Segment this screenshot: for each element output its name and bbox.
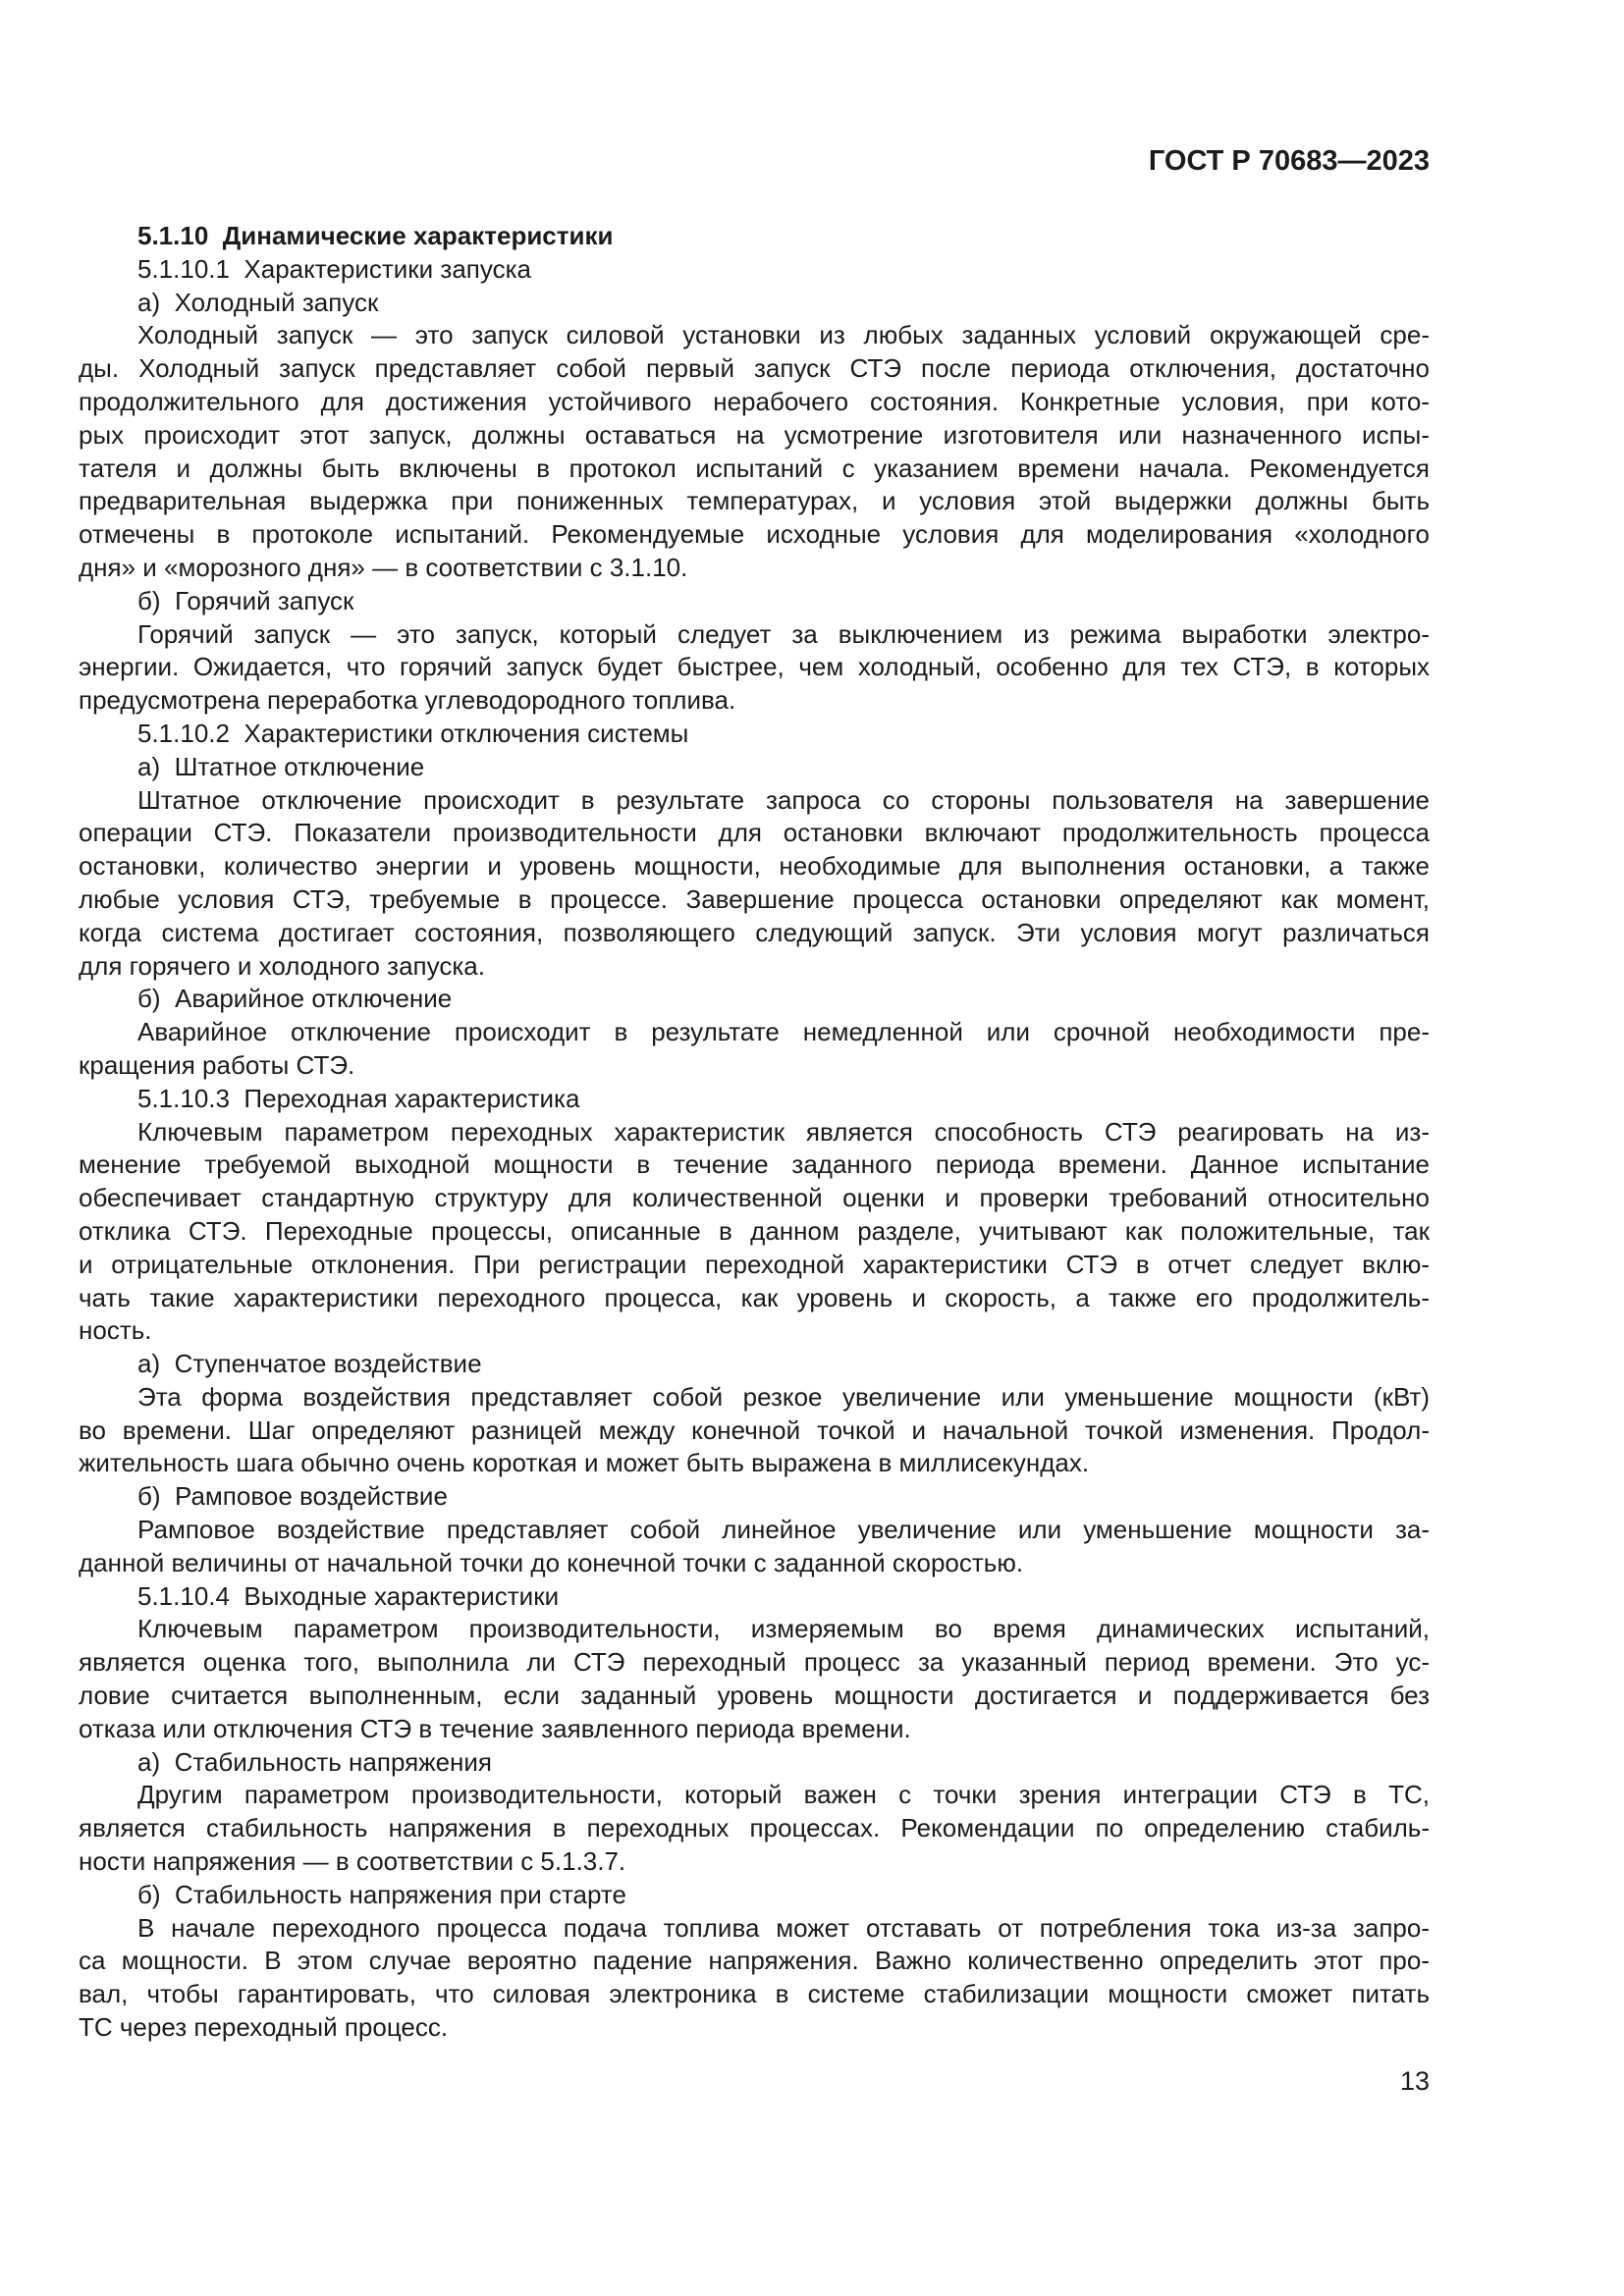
paragraph-line: ловие считается выполненным, если заданный уровень мощности достигается и поддерживается без: [79, 1681, 1430, 1711]
paragraph-line: ТС через переходный процесс.: [79, 2012, 449, 2043]
list-item-heading: а) Холодный запуск: [137, 287, 379, 317]
document-body: [79, 220, 1430, 2045]
paragraph-line: Холодный запуск — это запуск силовой установки из любых заданных условий окружающей сре-: [137, 320, 1430, 350]
paragraph-line: са мощности. В этом случае вероятно падение напряжения. Важно количественно определить этот про-: [79, 1946, 1430, 1976]
paragraph-line: Ключевым параметром производительности, измеряемым во время динамических испытаний,: [137, 1614, 1430, 1644]
paragraph-line: остановки, количество энергии и уровень мощности, необходимые для выполнения остановки, а также: [79, 851, 1430, 881]
paragraph-line: любые условия СТЭ, требуемые в процессе. Завершение процесса остановки определяют как момент,: [79, 883, 1430, 914]
list-item-heading: а) Стабильность напряжения: [137, 1746, 493, 1777]
paragraph-line: отклика СТЭ. Переходные процессы, описанные в данном разделе, учитывают как положительные, так: [79, 1215, 1430, 1246]
paragraph-line: данной величины от начальной точки до конечной точки с заданной скоростью.: [79, 1547, 1024, 1577]
paragraph-line: Горячий запуск — это запуск, который следует за выключением из режима выработки электро-: [137, 618, 1430, 649]
paragraph-line: предусмотрена переработка углеводородного топлива.: [79, 685, 736, 716]
paragraph-line: Штатное отключение происходит в результате запроса со стороны пользователя на завершение: [137, 784, 1430, 815]
list-item-heading: б) Стабильность напряжения при старте: [137, 1879, 626, 1909]
paragraph-line: для горячего и холодного запуска.: [79, 950, 485, 981]
paragraph-line: является стабильность напряжения в переходных процессах. Рекомендации по определению стабиль-: [79, 1813, 1430, 1843]
paragraph-line: когда система достигает состояния, позволяющего следующий запуск. Эти условия могут различаться: [79, 917, 1430, 947]
paragraph-line: ды. Холодный запуск представляет собой первый запуск СТЭ после периода отключения, достаточно: [79, 353, 1430, 384]
paragraph-line: отказа или отключения СТЭ в течение заявленного периода времени.: [79, 1713, 911, 1743]
paragraph-line: отмечены в протоколе испытаний. Рекомендуемые исходные условия для моделирования «холодного: [79, 519, 1430, 550]
paragraph-line: менение требуемой выходной мощности в течение заданного периода времени. Данное испытание: [79, 1149, 1430, 1180]
paragraph-line: В начале переходного процесса подача топлива может отставать от потребления тока из-за запро-: [137, 1912, 1430, 1943]
paragraph-line: Ключевым параметром переходных характеристик является способность СТЭ реагировать на из-: [137, 1116, 1430, 1147]
paragraph-line: ности напряжения — в соответствии с 5.1.3.7.: [79, 1846, 626, 1877]
paragraph-line: вал, чтобы гарантировать, что силовая электроника в системе стабилизации мощности сможет питать: [79, 1979, 1430, 2009]
paragraph-line: Эта форма воздействия представляет собой резкое увеличение или уменьшение мощности (кВт): [137, 1381, 1430, 1412]
paragraph-line: чать такие характеристики переходного процесса, как уровень и скорость, а также его продолжитель-: [79, 1282, 1430, 1312]
section-heading: 5.1.10.4 Выходные характеристики: [137, 1580, 560, 1611]
paragraph-line: Рамповое воздействие представляет собой линейное увеличение или уменьшение мощности за-: [137, 1515, 1430, 1545]
paragraph-line: тателя и должны быть включены в протокол испытаний с указанием времени начала. Рекомендуется: [79, 453, 1430, 483]
paragraph-line: Другим параметром производительности, который важен с точки зрения интеграции СТЭ в ТС,: [137, 1780, 1430, 1810]
paragraph-line: операции СТЭ. Показатели производительности для остановки включают продолжительность процесса: [79, 818, 1430, 848]
paragraph-line: и отрицательные отклонения. При регистрации переходной характеристики СТЭ в отчет следует вклю-: [79, 1249, 1430, 1279]
list-item-heading: б) Аварийное отключение: [137, 984, 453, 1014]
paragraph-line: дня» и «морозного дня» — в соответствии с 3.1.10.: [79, 552, 688, 582]
paragraph-line: продолжительного для достижения устойчивого нерабочего состояния. Конкретные условия, при кото-: [79, 386, 1430, 416]
paragraph-line: рых происходит этот запуск, должны оставаться на усмотрение изготовителя или назначенного испы-: [79, 419, 1430, 450]
section-heading: 5.1.10 Динамические характеристики: [137, 221, 614, 250]
paragraph-line: во времени. Шаг определяют разницей между конечной точкой и начальной точкой изменения. Продол-: [79, 1415, 1430, 1445]
page-number: 13: [1399, 2066, 1430, 2096]
paragraph-line: кращения работы СТЭ.: [79, 1049, 355, 1080]
list-item-heading: б) Горячий запуск: [137, 585, 354, 615]
paragraph-line: энергии. Ожидается, что горячий запуск будет быстрее, чем холодный, особенно для тех СТЭ, в которых: [79, 652, 1430, 682]
paragraph-line: предварительная выдержка при пониженных температурах, и условия этой выдержки должны быть: [79, 486, 1430, 516]
section-heading: 5.1.10.1 Характеристики запуска: [137, 253, 531, 284]
section-heading: 5.1.10.2 Характеристики отключения системы: [137, 718, 689, 748]
paragraph-line: Аварийное отключение происходит в результате немедленной или срочной необходимости пре-: [137, 1017, 1430, 1047]
list-item-heading: а) Ступенчатое воздействие: [137, 1349, 482, 1379]
list-item-heading: а) Штатное отключение: [137, 751, 425, 781]
section-heading: 5.1.10.3 Переходная характеристика: [137, 1083, 580, 1113]
paragraph-line: ность.: [79, 1315, 152, 1346]
paragraph-line: обеспечивает стандартную структуру для количественной оценки и проверки требований относительно: [79, 1183, 1430, 1213]
standard-designation: ГОСТ Р 70683—2023: [1148, 145, 1430, 177]
paragraph-line: жительность шага обычно очень короткая и может быть выражена в миллисекундах.: [79, 1448, 1090, 1478]
page-header: [79, 145, 1430, 178]
paragraph-line: является оценка того, выполнила ли СТЭ переходный процесс за указанный период времени. Это ус-: [79, 1647, 1430, 1678]
list-item-heading: б) Рамповое воздействие: [137, 1481, 448, 1512]
page-footer: [79, 2065, 1430, 2098]
